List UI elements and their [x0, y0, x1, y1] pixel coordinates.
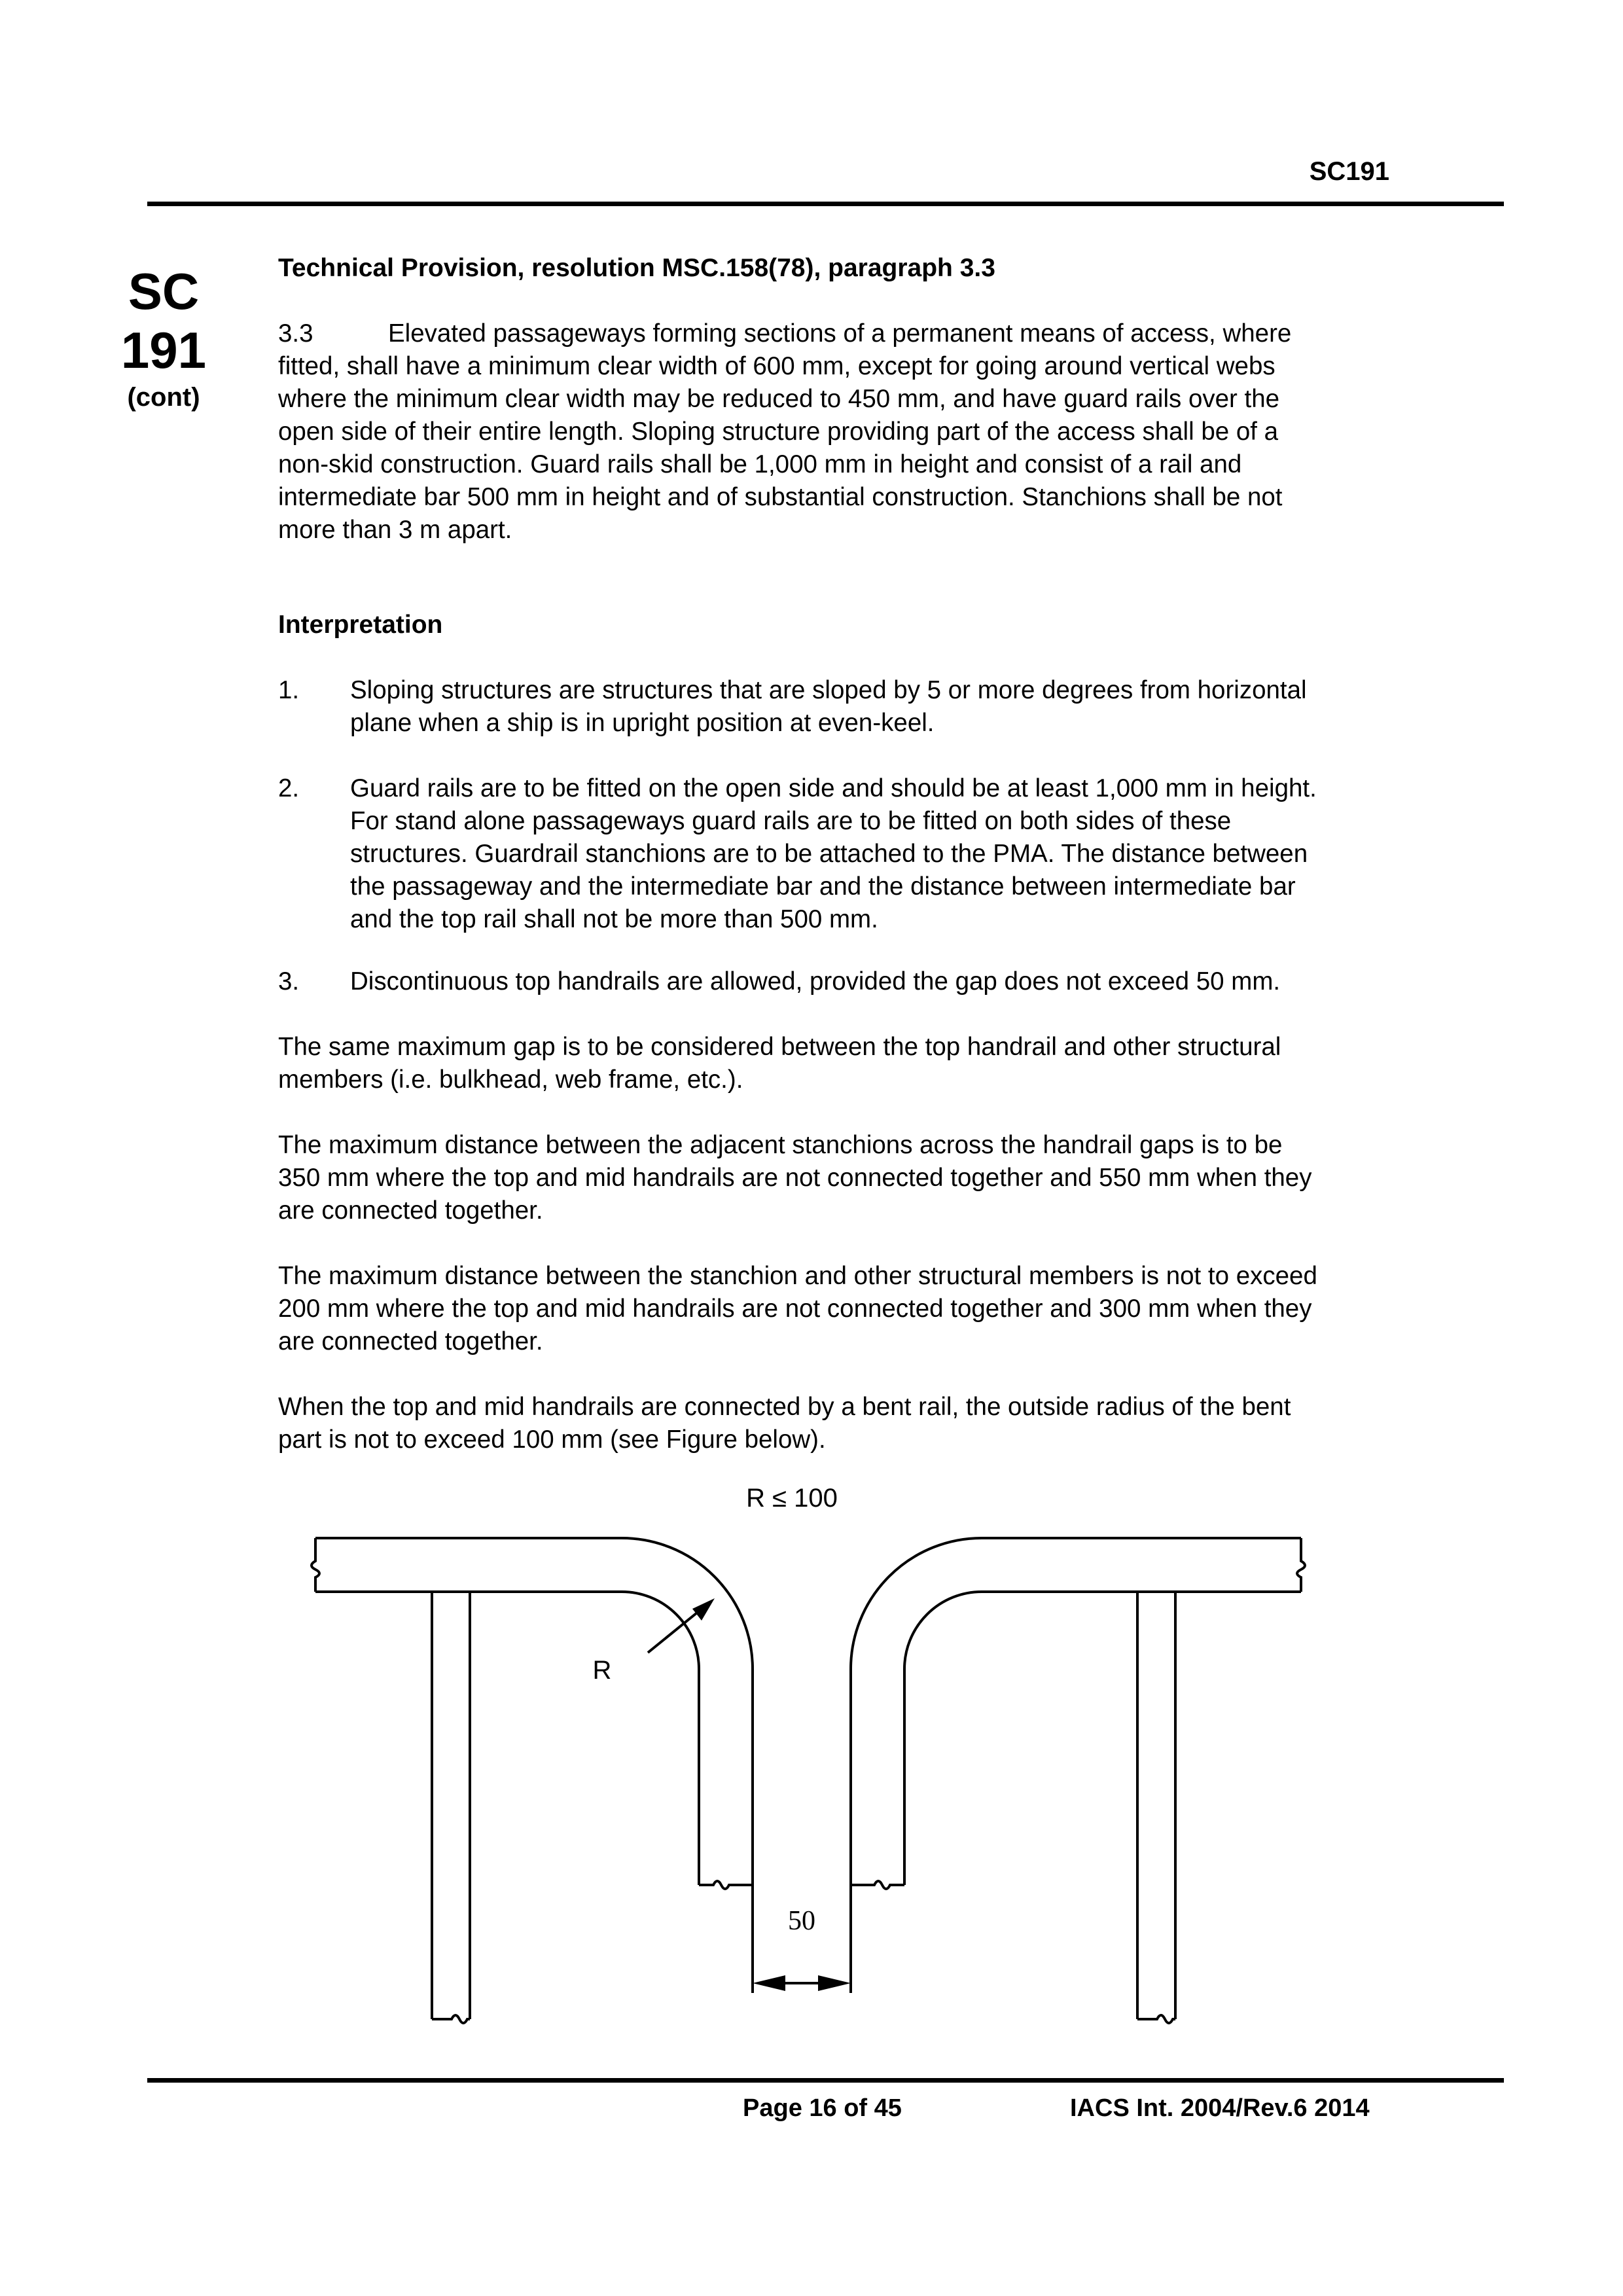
provision-line: non-skid construction. Guard rails shall be 1,000 mm in height and consist of a rail and — [278, 450, 1242, 478]
item-line: plane when a ship is in upright position at even-keel. — [350, 709, 935, 737]
paragraph-line: members (i.e. bulkhead, web frame, etc.). — [278, 1066, 743, 1094]
item-line: Sloping structures are structures that are sloped by 5 or more degrees from horizontal — [350, 676, 1307, 704]
gap-arrowhead-right — [818, 1975, 851, 1991]
provision-line: intermediate bar 500 mm in height and of substantial construction. Stanchions shall be not — [278, 483, 1283, 511]
item-line: For stand alone passageways guard rails are to be fitted on both sides of these — [350, 807, 1232, 835]
paragraph-line: The maximum distance between the adjacent stanchions across the handrail gaps is to be — [278, 1131, 1283, 1159]
radius-limit-label: R ≤ 100 — [746, 1484, 838, 1513]
provision-line: Elevated passageways forming sections of a permanent means of access, where — [388, 319, 1292, 348]
sidebar-cont: (cont) — [127, 383, 200, 412]
item-number: 3. — [278, 967, 300, 996]
left-rail-end-break — [699, 1881, 753, 1889]
provision-line: where the minimum clear width may be reduced to 450 mm, and have guard rails over the — [278, 385, 1280, 413]
paragraph-line: are connected together. — [278, 1327, 543, 1355]
paragraph-line: are connected together. — [278, 1196, 543, 1225]
provision-title: Technical Provision, resolution MSC.158(78), paragraph 3.3 — [278, 254, 995, 282]
left-rail-outer — [315, 1538, 753, 1885]
item-number: 2. — [278, 774, 300, 802]
radius-r-label: R — [592, 1656, 612, 1685]
left-stanchion-break — [432, 2015, 470, 2023]
provision-line: open side of their entire length. Sloping structure providing part of the access shall be of a — [278, 418, 1279, 446]
footer-rule — [147, 2078, 1504, 2083]
item-line: Discontinuous top handrails are allowed, provided the gap does not exceed 50 mm. — [350, 967, 1281, 996]
paragraph-line: The same maximum gap is to be considered between the top handrail and other structural — [278, 1033, 1281, 1061]
right-rail-outer — [851, 1538, 1301, 1885]
left-rail-break — [312, 1538, 319, 1592]
paragraph-line: 350 mm where the top and mid handrails are not connected together and 550 mm when they — [278, 1164, 1312, 1192]
footer-reference: IACS Int. 2004/Rev.6 2014 — [1070, 2094, 1370, 2122]
item-line: the passageway and the intermediate bar and the distance between intermediate bar — [350, 872, 1296, 901]
footer-page-number: Page 16 of 45 — [743, 2094, 902, 2122]
right-rail-inner — [904, 1592, 1301, 1885]
interpretation-title: Interpretation — [278, 611, 443, 639]
item-line: structures. Guardrail stanchions are to be attached to the PMA. The distance between — [350, 840, 1308, 868]
item-line: Guard rails are to be fitted on the open side and should be at least 1,000 mm in height. — [350, 774, 1317, 802]
right-rail-end-break — [851, 1881, 904, 1889]
gap-arrowhead-left — [753, 1975, 785, 1991]
radius-arrowhead — [692, 1598, 715, 1621]
gap-dimension-label: 50 — [788, 1906, 815, 1936]
item-line: and the top rail shall not be more than 500 mm. — [350, 905, 878, 933]
sidebar-sc: SC — [128, 262, 200, 320]
right-rail-break — [1297, 1538, 1305, 1592]
paragraph-line: part is not to exceed 100 mm (see Figure below). — [278, 1426, 826, 1454]
provision-line: more than 3 m apart. — [278, 516, 512, 544]
provision-line: fitted, shall have a minimum clear width of 600 mm, except for going around vertical webs — [278, 352, 1275, 380]
document-code: SC191 — [1309, 157, 1389, 186]
paragraph-line: 200 mm where the top and mid handrails are not connected together and 300 mm when they — [278, 1295, 1312, 1323]
item-number: 1. — [278, 676, 300, 704]
left-rail-inner — [315, 1592, 699, 1885]
paragraph-line: When the top and mid handrails are connected by a bent rail, the outside radius of the bent — [278, 1393, 1291, 1421]
paragraph-line: The maximum distance between the stanchion and other structural members is not to exceed — [278, 1262, 1317, 1290]
provision-number: 3.3 — [278, 319, 313, 348]
right-stanchion-break — [1137, 2015, 1175, 2023]
radius-leader-line — [648, 1610, 700, 1653]
sidebar-number: 191 — [120, 321, 207, 379]
